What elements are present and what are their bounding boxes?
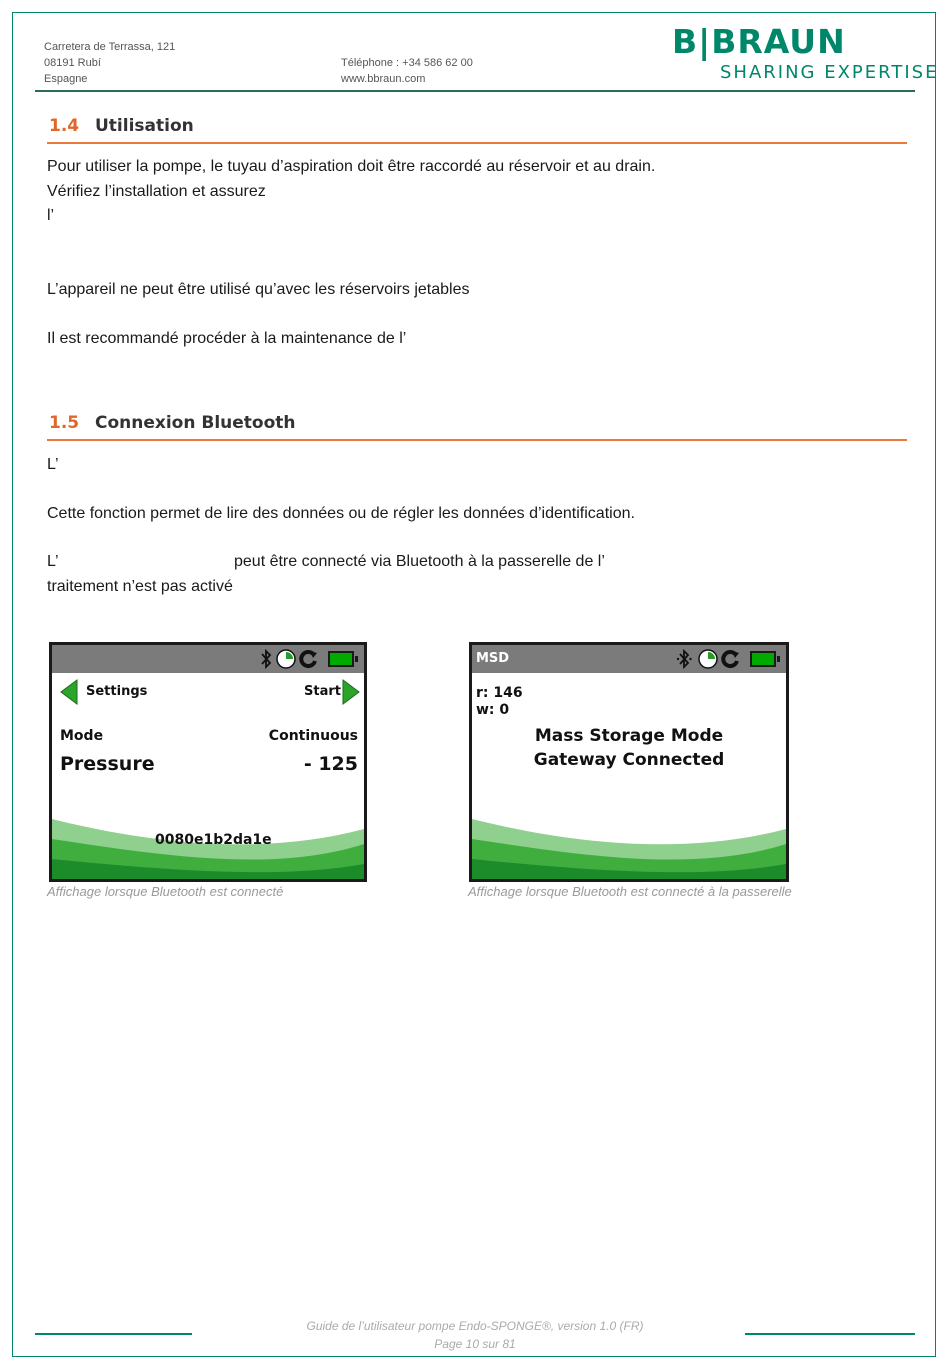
bluetooth-icon (260, 649, 272, 669)
read-count: r: 146 (476, 685, 523, 701)
section-title: Utilisation (95, 116, 194, 136)
msd-label: MSD (476, 651, 510, 666)
mode-label: Mode (60, 728, 104, 744)
green-wave-decoration (472, 799, 786, 879)
address-line: Carretera de Terrassa, 121 (44, 41, 176, 53)
section-divider (47, 439, 907, 441)
pressure-value: - 125 (303, 753, 358, 775)
status-bar (52, 645, 364, 673)
footer-rule-left (35, 1333, 192, 1335)
paragraph: L’ (47, 553, 59, 570)
device-id: 0080e1b2da1e (155, 832, 272, 848)
settings-label: Settings (86, 684, 148, 699)
paragraph: Il est recommandé procéder à la maintenance de l’ (47, 330, 407, 347)
footer-guide-title: Guide de l’utilisateur pompe Endo-SPONGE®, version 1.0 (FR) (306, 1319, 644, 1333)
back-arrow-icon (60, 679, 78, 705)
mode-value: Continuous (268, 728, 358, 744)
gateway-connected-text: Gateway Connected (533, 750, 725, 770)
bbraun-logo (672, 22, 939, 84)
paragraph: Cette fonction permet de lire des données ou de régler les données d’identification. (47, 505, 635, 522)
forward-arrow-icon (342, 679, 360, 705)
write-count: w: 0 (476, 702, 510, 718)
company-address (44, 39, 175, 87)
paragraph: peut être connecté via Bluetooth à la passerelle de l’ (234, 553, 605, 570)
pump-screen-bluetooth-connected (49, 642, 367, 882)
battery-icon (328, 651, 354, 667)
phone-number: Téléphone : +34 586 62 00 (341, 57, 473, 69)
mass-storage-mode-text: Mass Storage Mode (534, 726, 724, 746)
section-divider (47, 142, 907, 144)
website-url: www.bbraun.com (341, 73, 426, 85)
pump-screen-gateway-connected (469, 642, 789, 882)
pressure-label: Pressure (60, 753, 155, 775)
refresh-icon (720, 649, 740, 669)
section-number: 1.4 (49, 116, 80, 136)
address-line: 08191 Rubí (44, 57, 101, 69)
paragraph: L’ (47, 456, 59, 473)
paragraph: L’appareil ne peut être utilisé qu’avec les réservoirs jetables (47, 281, 470, 298)
section-title: Connexion Bluetooth (95, 413, 296, 433)
footer-page-number: Page 10 sur 81 (434, 1337, 516, 1351)
paragraph: Vérifiez l’installation et assurez (47, 183, 266, 200)
paragraph: traitement n’est pas activé (47, 578, 233, 595)
refresh-icon (298, 649, 318, 669)
section-heading-utilisation (49, 116, 194, 136)
start-label: Start (304, 684, 341, 699)
address-line: Espagne (44, 73, 88, 85)
bluetooth-active-icon (676, 649, 692, 669)
header-divider (35, 90, 915, 92)
company-contact (341, 55, 473, 87)
pressure-gauge-icon (698, 649, 718, 669)
battery-icon (750, 651, 776, 667)
pressure-gauge-icon (276, 649, 296, 669)
figure-caption: Affichage lorsque Bluetooth est connecté à la passerelle (468, 884, 792, 899)
logo-tagline: SHARING EXPERTISE (720, 62, 939, 83)
footer-rule-right (745, 1333, 915, 1335)
status-bar (472, 645, 786, 673)
figure-caption: Affichage lorsque Bluetooth est connecté (47, 884, 284, 899)
paragraph: Pour utiliser la pompe, le tuyau d’aspiration doit être raccordé au réservoir et au drain. (47, 158, 656, 175)
section-heading-bluetooth (49, 413, 296, 433)
logo-name: B|BRAUN (672, 22, 846, 61)
paragraph: l’ (47, 207, 55, 224)
section-number: 1.5 (49, 413, 80, 433)
